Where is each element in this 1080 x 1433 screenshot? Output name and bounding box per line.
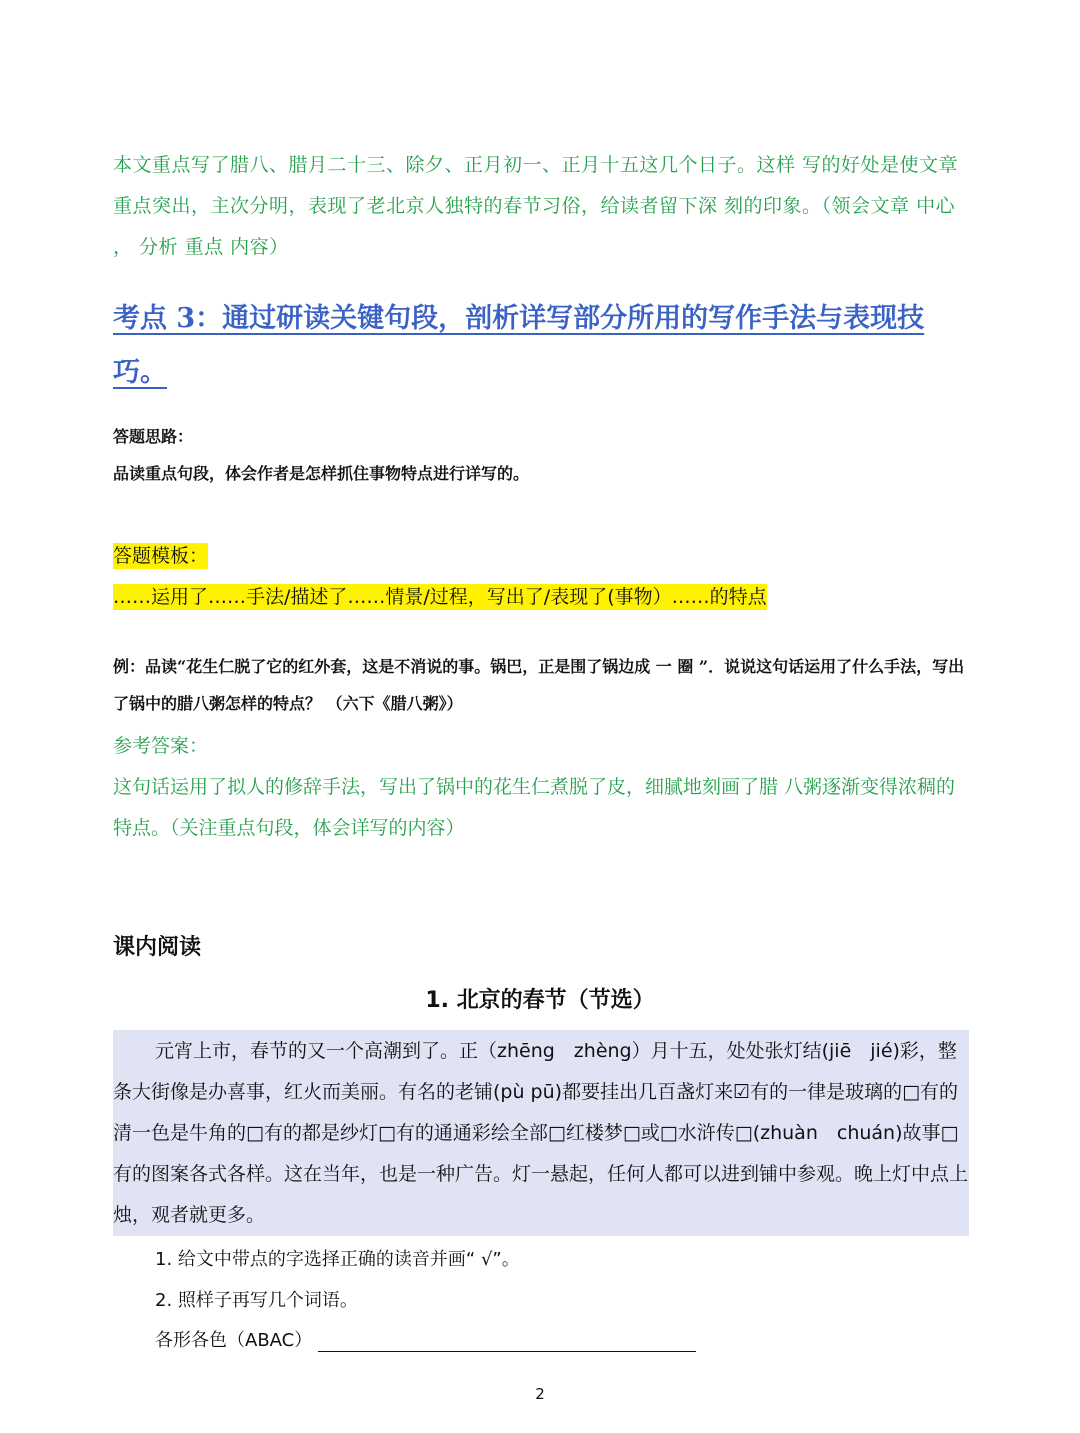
page-number: 2 xyxy=(535,1385,545,1403)
answer-label: 参考答案： xyxy=(113,735,209,757)
thinking-label: 答题思路： xyxy=(113,427,194,446)
passage-text: 元宵上市，春节的又一个高潮到了。正（zhēng zhèng）月十五，处处张灯结(jiē jié)彩，整条大街像是办喜事，红火而美丽。有名的老铺(pù pū)都要挂出几百盏灯来☑有的一律是玻璃的□有的清一色是牛角的□有的都是纱灯□有的通通彩绘全部□红楼梦□或□水浒传□(zhuàn chuán)故事□有的图案各式各样。这在当年，也是一种广告。灯一悬起，任何人都可以进到铺中参观。晚上灯中点上烛，观者就更多。 xyxy=(113,1040,969,1226)
answer-blank-line[interactable] xyxy=(318,1331,696,1352)
template-text xyxy=(113,581,767,613)
question-2: 2. 照样子再写几个词语。 xyxy=(155,1290,358,1311)
question-1: 1. 给文中带点的字选择正确的读音并画“ √”。 xyxy=(155,1249,520,1270)
question-3-label: 各形各色（ABAC） xyxy=(155,1330,313,1351)
template-text-content: ……运用了……手法/描述了……情景/过程，写出了/表现了(事物）……的特点 xyxy=(113,586,767,608)
template-label xyxy=(113,540,208,572)
reading-section-title: 课内阅读 xyxy=(113,934,202,960)
thinking-text: 品读重点句段，体会作者是怎样抓住事物特点进行详写的。 xyxy=(113,464,530,483)
section-heading xyxy=(113,292,973,400)
example-question: 例：品读“花生仁脱了它的红外套，这是不消说的事。锅巴，正是围了锅边成 一 圈 ”．说说这句话运用了什么手法，写出了锅中的腊八粥怎样的特点？ （六下《腊八粥》） xyxy=(113,657,965,713)
template-label-text: 答题模板： xyxy=(113,545,209,567)
section-heading-text: 考点 3：通过研读关键句段，剖析详写部分所用的写作手法与表现技巧。 xyxy=(113,303,925,388)
intro-paragraph: 本文重点写了腊八、腊月二十三、除夕、正月初一、正月十五这几个日子。这样 写的好处是使文章重点突出，主次分明，表现了老北京人独特的春节习俗，给读者留下深 刻的印象。（领会文章 中心 ， 分析 重点 内容） xyxy=(113,154,959,258)
answer-text: 这句话运用了拟人的修辞手法，写出了锅中的花生仁煮脱了皮，细腻地刻画了腊 八粥逐渐变得浓稠的特点。（关注重点句段，体会详写的内容） xyxy=(113,776,956,839)
question-3-row xyxy=(155,1326,696,1352)
passage-title: 1. 北京的春节（节选） xyxy=(425,988,655,1013)
